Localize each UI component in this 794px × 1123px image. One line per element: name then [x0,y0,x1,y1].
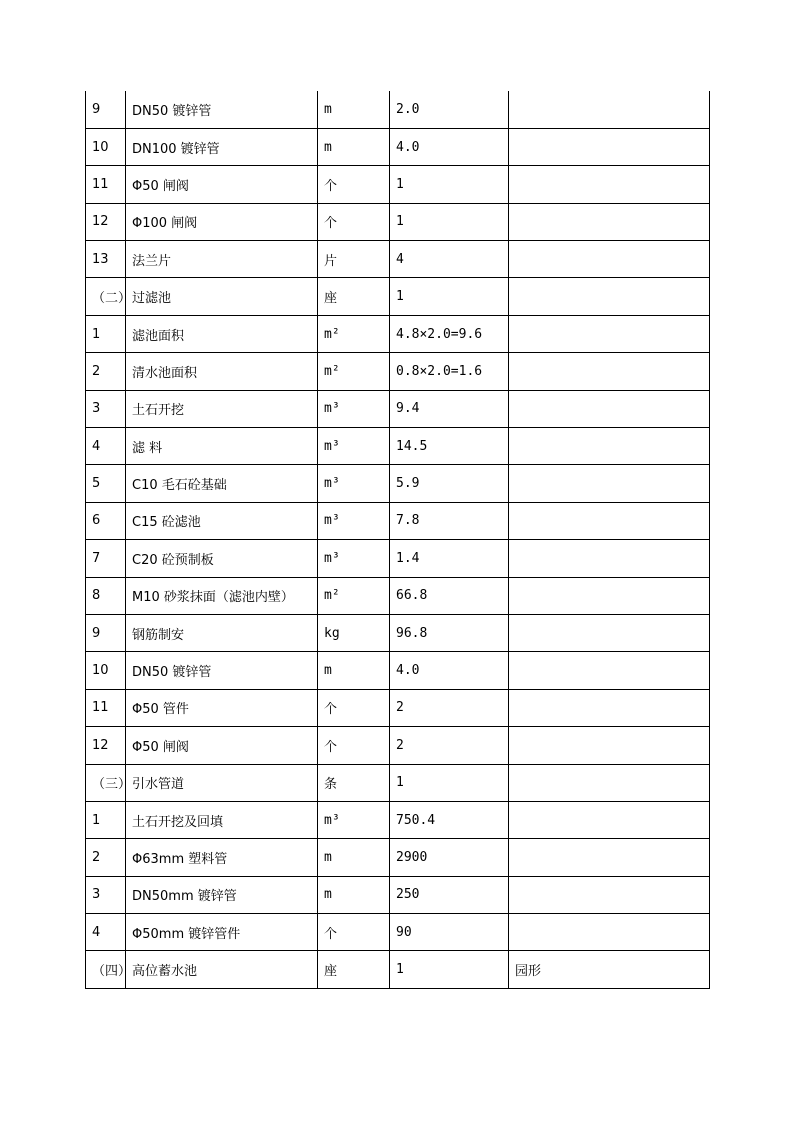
table-row [86,727,710,764]
table-row [86,689,710,726]
item-number-cell: 5 [86,465,126,502]
remark-cell [509,502,710,539]
remark-cell [509,614,710,651]
quantity-cell: 4.8×2.0=9.6 [390,315,509,352]
table-row [86,540,710,577]
item-name-cell: 引水管道 [126,764,318,801]
unit-cell: m [318,876,390,913]
unit-cell: kg [318,614,390,651]
unit-cell: m [318,91,390,128]
unit-cell: m² [318,577,390,614]
unit-cell: m² [318,315,390,352]
item-number-cell: 8 [86,577,126,614]
quantity-cell: 2.0 [390,91,509,128]
remark-cell [509,577,710,614]
quantity-cell: 2 [390,689,509,726]
item-name-cell: Φ100 闸阀 [126,203,318,240]
item-number-cell: 10 [86,652,126,689]
table-row [86,502,710,539]
item-number-cell: 9 [86,91,126,128]
unit-cell: 条 [318,764,390,801]
quantity-cell: 66.8 [390,577,509,614]
item-number-cell: （二） [86,278,126,315]
item-name-cell: 土石开挖及回填 [126,801,318,838]
remark-cell: 园形 [509,951,710,988]
item-number-cell: 6 [86,502,126,539]
item-name-cell: 高位蓄水池 [126,951,318,988]
item-name-cell: Φ50 闸阀 [126,727,318,764]
item-number-cell: （四） [86,951,126,988]
quantity-cell: 4.0 [390,128,509,165]
quantity-cell: 4 [390,241,509,278]
item-name-cell: DN50 镀锌管 [126,91,318,128]
unit-cell: m² [318,353,390,390]
remark-cell [509,876,710,913]
item-name-cell: DN50 镀锌管 [126,652,318,689]
remark-cell [509,390,710,427]
item-number-cell: 4 [86,914,126,951]
remark-cell [509,428,710,465]
unit-cell: 个 [318,689,390,726]
table-row [86,353,710,390]
table-row [86,764,710,801]
unit-cell: m [318,652,390,689]
table-row [86,203,710,240]
remark-cell [509,203,710,240]
remark-cell [509,91,710,128]
quantity-cell: 0.8×2.0=1.6 [390,353,509,390]
quantity-cell: 4.0 [390,652,509,689]
table-row [86,166,710,203]
item-name-cell: C10 毛石砼基础 [126,465,318,502]
item-name-cell: DN50mm 镀锌管 [126,876,318,913]
remark-cell [509,839,710,876]
item-name-cell: 清水池面积 [126,353,318,390]
table-row [86,315,710,352]
unit-cell: 个 [318,203,390,240]
quantity-cell: 1 [390,203,509,240]
table-row [86,241,710,278]
unit-cell: 个 [318,727,390,764]
item-number-cell: 2 [86,839,126,876]
quantity-cell: 96.8 [390,614,509,651]
table-row [86,91,710,128]
remark-cell [509,540,710,577]
remark-cell [509,315,710,352]
quantity-cell: 750.4 [390,801,509,838]
item-name-cell: Φ50 管件 [126,689,318,726]
item-name-cell: Φ50 闸阀 [126,166,318,203]
item-number-cell: 2 [86,353,126,390]
unit-cell: m³ [318,428,390,465]
remark-cell [509,689,710,726]
remark-cell [509,353,710,390]
item-number-cell: 3 [86,390,126,427]
remark-cell [509,241,710,278]
item-number-cell: 3 [86,876,126,913]
quantity-cell: 1 [390,951,509,988]
quantity-cell: 1.4 [390,540,509,577]
quantity-cell: 1 [390,278,509,315]
table-row [86,652,710,689]
item-name-cell: C15 砼滤池 [126,502,318,539]
unit-cell: m³ [318,801,390,838]
item-name-cell: 钢筋制安 [126,614,318,651]
remark-cell [509,278,710,315]
table-row [86,614,710,651]
table-row [86,428,710,465]
table-row [86,278,710,315]
item-number-cell: 12 [86,203,126,240]
quantity-cell: 5.9 [390,465,509,502]
remark-cell [509,914,710,951]
quantity-table [85,91,710,989]
item-name-cell: C20 砼预制板 [126,540,318,577]
table-row [86,465,710,502]
remark-cell [509,764,710,801]
item-number-cell: 13 [86,241,126,278]
item-number-cell: 9 [86,614,126,651]
unit-cell: m [318,128,390,165]
table-row [86,577,710,614]
unit-cell: 个 [318,166,390,203]
item-number-cell: （三） [86,764,126,801]
remark-cell [509,166,710,203]
quantity-cell: 2900 [390,839,509,876]
table-row [86,390,710,427]
table-row [86,839,710,876]
item-number-cell: 4 [86,428,126,465]
item-name-cell: 过滤池 [126,278,318,315]
item-number-cell: 11 [86,689,126,726]
table-row [86,914,710,951]
remark-cell [509,727,710,764]
table-row [86,128,710,165]
quantity-cell: 90 [390,914,509,951]
quantity-table-body [86,91,710,988]
item-name-cell: 法兰片 [126,241,318,278]
item-name-cell: 滤池面积 [126,315,318,352]
item-number-cell: 12 [86,727,126,764]
table-row [86,951,710,988]
item-name-cell: DN100 镀锌管 [126,128,318,165]
quantity-cell: 9.4 [390,390,509,427]
quantity-cell: 14.5 [390,428,509,465]
remark-cell [509,128,710,165]
quantity-cell: 250 [390,876,509,913]
item-number-cell: 7 [86,540,126,577]
quantity-cell: 1 [390,166,509,203]
item-number-cell: 11 [86,166,126,203]
unit-cell: 个 [318,914,390,951]
item-name-cell: Φ63mm 塑料管 [126,839,318,876]
unit-cell: 座 [318,951,390,988]
unit-cell: m [318,839,390,876]
unit-cell: m³ [318,540,390,577]
remark-cell [509,465,710,502]
item-name-cell: M10 砂浆抹面（滤池内壁） [126,577,318,614]
remark-cell [509,801,710,838]
item-name-cell: 土石开挖 [126,390,318,427]
item-name-cell: Φ50mm 镀锌管件 [126,914,318,951]
quantity-cell: 1 [390,764,509,801]
item-number-cell: 1 [86,315,126,352]
remark-cell [509,652,710,689]
quantity-cell: 2 [390,727,509,764]
unit-cell: m³ [318,465,390,502]
item-number-cell: 1 [86,801,126,838]
table-row [86,801,710,838]
table-row [86,876,710,913]
unit-cell: 座 [318,278,390,315]
unit-cell: m³ [318,390,390,427]
quantity-cell: 7.8 [390,502,509,539]
unit-cell: 片 [318,241,390,278]
item-number-cell: 10 [86,128,126,165]
unit-cell: m³ [318,502,390,539]
item-name-cell: 滤 料 [126,428,318,465]
